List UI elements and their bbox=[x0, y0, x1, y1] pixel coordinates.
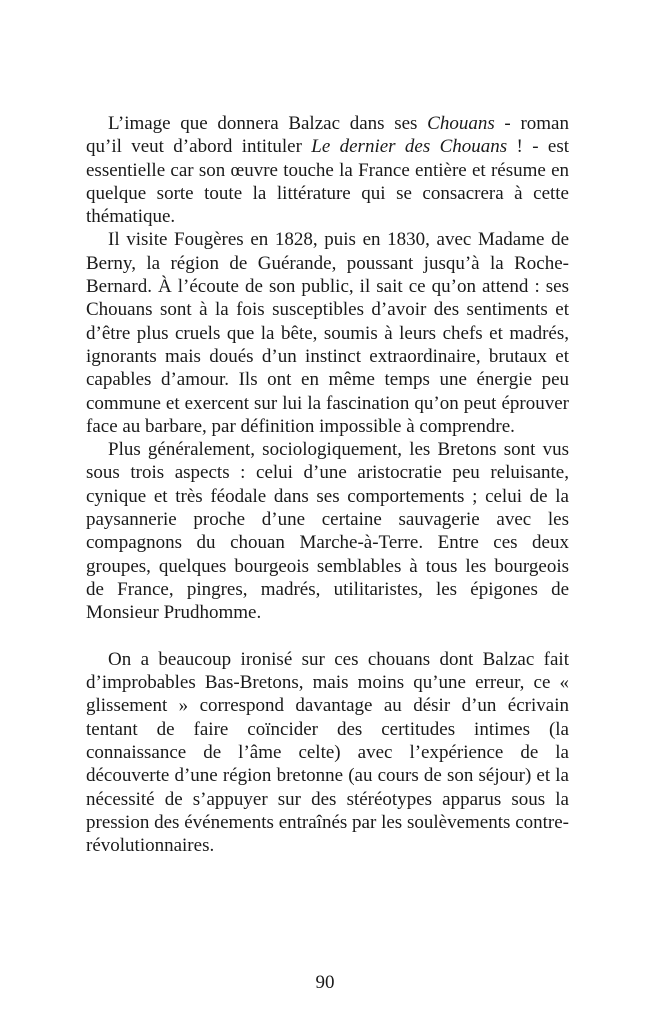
paragraph-1-text-a: L’image que donnera Balzac dans ses bbox=[108, 113, 428, 134]
paragraph-3: Plus généralement, sociologiquement, les Bretons sont vus sous trois aspects : celui d’une aristocratie peu reluisante, cynique et très féodale dans ses comportements ; celui de la paysannerie proche d’une certaine sauvagerie avec les compagnons du chouan Marche-à-Terre. Entre ces deux groupes, quelques bourgeois semblables à tous les bourgeois de France, pingres, madrés, utilitaristes, les épigones de Monsieur Prudhomme. bbox=[86, 439, 569, 624]
book-title-le-dernier-des-chouans: Le dernier des Chouans bbox=[311, 136, 508, 158]
page-number: 90 bbox=[315, 972, 335, 993]
book-title-chouans: Chouans bbox=[427, 113, 495, 134]
paragraph-1-text-c: ! - est essentielle car son œuvre touche la France entière et résume en quelque sorte toute la littérature qui se consacrera à cette thématique. bbox=[86, 136, 570, 228]
paragraph-1 bbox=[86, 112, 569, 228]
paragraph-4: On a beaucoup ironisé sur ces chouans dont Balzac fait d’improbables Bas-Bretons, mais moins qu’une erreur, ce « glissement » correspond davantage au désir d’un écrivain tentant de faire coïncider des certitudes intimes (la connaissance de l’âme celte) avec l’expérience de la découverte d’une région bretonne (au cours de son séjour) et la nécessité de s’appuyer sur des stéréotypes apparus sous la pression des événements entraînés par les soulèvements contre-révolutionnaires. bbox=[86, 648, 569, 857]
paragraph-2: Il visite Fougères en 1828, puis en 1830, avec Madame de Berny, la région de Guérande, poussant jusqu’à la Roche-Bernard. À l’écoute de son public, il sait ce qu’on attend : ses Chouans sont à la fois susceptibles d’avoir des sentiments et d’être plus cruels que la bête, soumis à leurs chefs et madrés, ignorants mais doués d’un instinct extraordinaire, brutaux et capables d’amour. Ils ont en même temps une énergie peu commune et exercent sur lui la fascination qu’on peut éprouver face au barbare, par définition impossible à comprendre. bbox=[86, 229, 569, 437]
body-text bbox=[86, 112, 569, 858]
paragraph-1-text-b: - roman qu’il veut d’abord intituler bbox=[86, 113, 569, 158]
